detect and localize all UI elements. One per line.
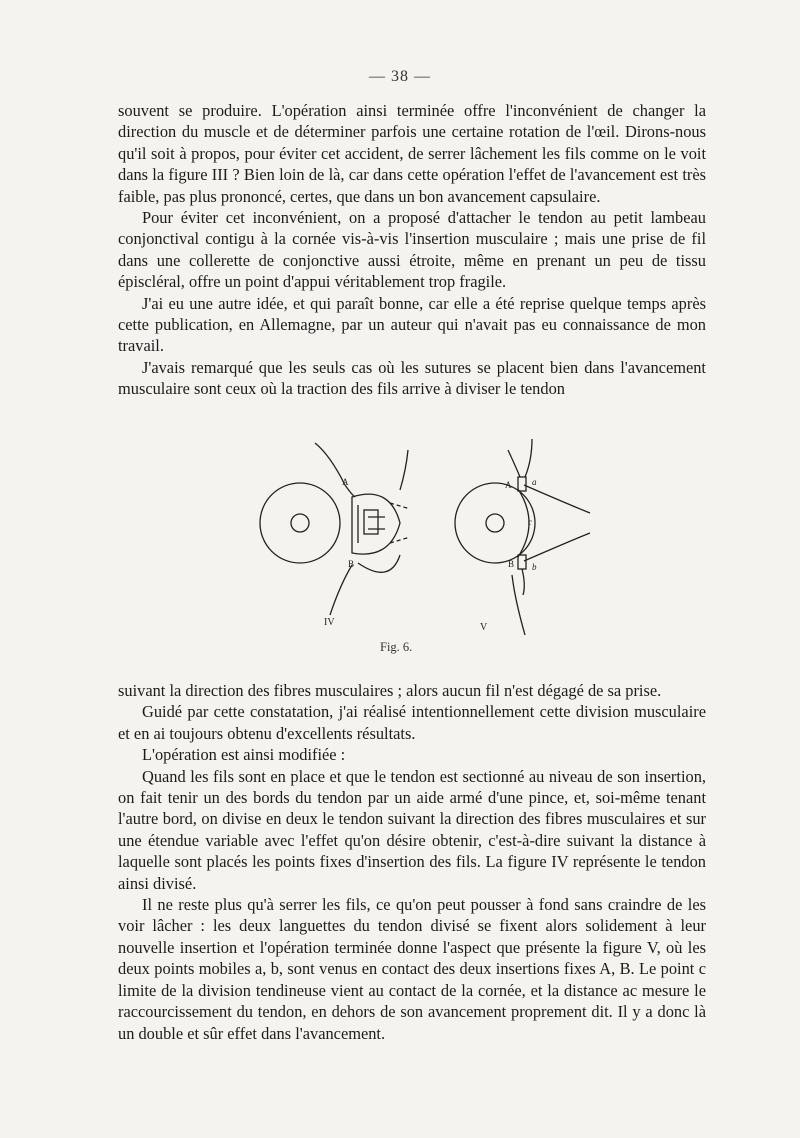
figure-v [455,439,590,635]
label-c: c [528,517,532,527]
figure-iv [260,443,410,615]
label-A-right: A [505,480,512,490]
label-A-left: A [342,477,349,487]
label-B-left: B [348,559,355,569]
pupil-right [486,514,504,532]
label-figure-v: V [480,622,488,633]
label-B-right: B [508,559,515,569]
text-block-top [118,100,706,400]
bottom-paragraph-3: L'opération est ainsi modifiée : [142,745,346,765]
figure-6 [240,425,600,665]
cornea-outer-left [260,483,340,563]
top-paragraph-1: souvent se produire. L'opération ainsi terminée offre l'inconvénient de changer la direction du muscle et de déterminer parfois une certaine rotation de l'œil. Dirons-nous qu'il soit à propos, pour éviter cet accident, de serrer lâchement les fils comme on le voit dans la figure III ? Bien loin de là, car dans cette opération l'effet de l'avancement est très faible, pas plus prononcé, certes, que dans un bon avancement capsulaire. [118,101,706,206]
label-a: a [532,477,537,487]
top-paragraph-4: J'avais remarqué que les seuls cas où les sutures se placent bien dans l'avancement musculaire sont ceux où la traction des fils arrive à diviser le tendon [118,357,706,399]
tendon-flap-left [352,494,400,554]
page-number: — 38 — [369,68,431,85]
top-paragraph-2: Pour éviter cet inconvénient, on a proposé d'attacher le tendon au petit lambeau conjonctival contigu à la cornée vis-à-vis l'insertion musculaire ; mais une prise de fil dans une collerette de conjonctive aussi étroite, même en prenant un peu de tissu épiscléral, offre un point d'appui véritablement trop fragile. [118,208,706,292]
cornea-outer-right [455,483,535,563]
figure-caption: Fig. 6. [380,640,413,654]
figure-6-drawing [240,425,600,665]
label-figure-iv: IV [324,617,335,628]
top-paragraph-3: J'ai eu une autre idée, et qui paraît bonne, car elle a été reprise quelque temps après cette publication, en Allemagne, par un auteur qui n'avait pas eu connaissance de mon travail. [118,293,706,356]
text-block-bottom [118,680,706,1044]
bottom-paragraph-5: Il ne reste plus qu'à serrer les fils, ce qu'on peut pousser à fond sans craindre de les voir lâcher : les deux languettes du tendon divisé se fixent alors solidement à leur nouvelle insertion et l'opération terminée donne l'aspect que présente la figure V, où les deux points mobiles a, b, sont venus en contact des deux insertions fixes A, B. Le point c limite de la division tendineuse vient au contact de la cornée, et la distance ac mesure le raccourcissement du tendon, en dehors de son avancement proprement dit. Il y a donc là un double et sûr effet dans l'avancement. [118,895,706,1043]
bottom-paragraph-4: Quand les fils sont en place et que le tendon est sectionné au niveau de son insertion, on fait tenir un des bords du tendon par un aide armé d'une pince, et, soi-même tenant l'autre bord, on divise en deux le tendon suivant la direction des fibres musculaires et sur une étendue variable avec l'effet qu'on désire obtenir, c'est-à-dire suivant la distance à laquelle sont placés les points fixes d'insertion des fils. La figure IV représente le tendon ainsi divisé. [118,766,706,893]
bottom-paragraph-2: Guidé par cette constatation, j'ai réalisé intentionnellement cette division musculaire et en ai toujours obtenu d'excellents résultats. [118,702,706,743]
label-b: b [532,562,537,572]
bottom-paragraph-1: suivant la direction des fibres musculaires ; alors aucun fil n'est dégagé de sa prise. [118,681,662,700]
pupil-left [291,514,309,532]
